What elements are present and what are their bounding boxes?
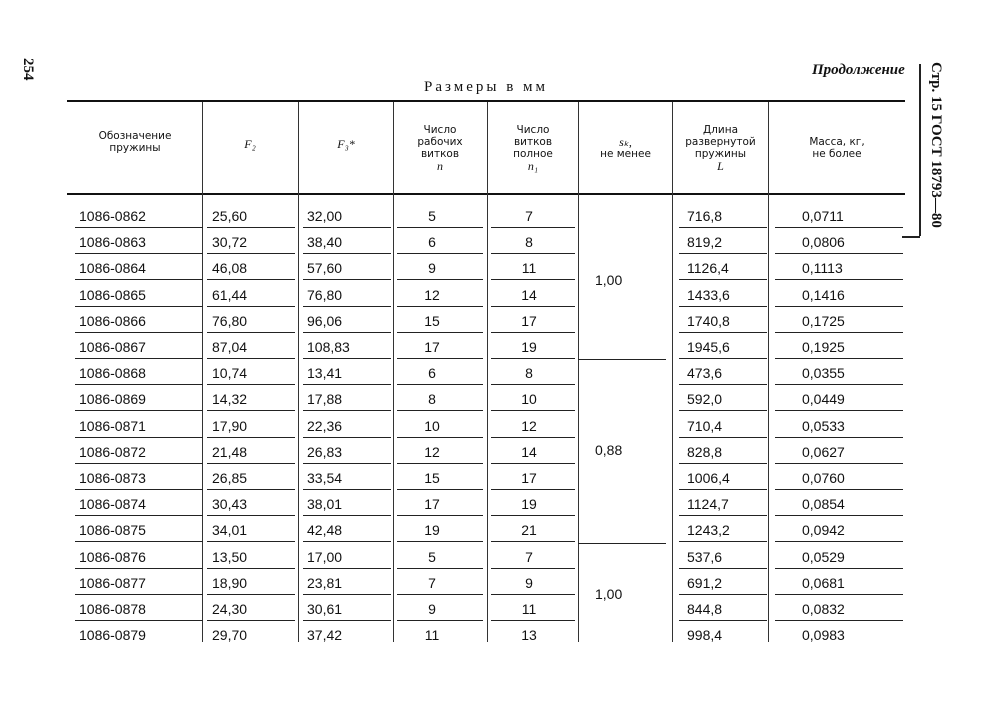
row-underline [397,279,483,280]
row-underline [397,489,483,490]
row-underline [75,568,203,569]
cell-n: 8 [428,391,436,408]
cell-n1: 10 [521,391,537,408]
row-underline [397,515,483,516]
cell-n: 6 [428,365,436,382]
cell-n: 11 [424,627,440,644]
cell-mass: 0,0355 [802,365,845,382]
row-underline [207,541,295,542]
row-underline [775,620,903,621]
cell-n1: 14 [521,286,537,303]
row-underline [303,306,391,307]
row-underline [679,279,767,280]
cell-f3: 108,83 [307,339,350,355]
cell-f3: 42,48 [307,522,343,539]
row-underline [679,358,767,359]
table-row [67,257,905,280]
row-underline [207,384,295,385]
sk-value: 1,00 [595,586,623,602]
row-underline [75,410,203,411]
cell-mass: 0,0832 [802,601,845,617]
cell-n: 19 [424,522,440,539]
header-f3 [300,138,392,150]
row-underline [397,594,483,595]
row-underline [303,568,391,569]
cell-mass: 0,1113 [802,260,843,277]
cell-n1: 12 [521,417,537,434]
row-underline [397,306,483,307]
cell-f2: 17,90 [212,417,248,434]
row-underline [679,463,767,464]
row-underline [75,489,203,490]
cell-mass: 0,0983 [802,627,845,644]
cell-n1: 9 [525,574,533,591]
header-line: Обозначение [98,130,172,142]
table-row [67,415,905,438]
cell-mass: 0,0854 [802,496,845,513]
cell-n1: 11 [521,260,537,277]
row-underline [775,253,903,254]
row-underline [679,620,767,621]
header-line: пружины [694,148,747,160]
cell-mass: 0,0449 [802,391,845,408]
cell-L: 844,8 [687,601,723,617]
table-row [67,388,905,411]
header-mass [770,136,904,160]
cell-L: 716,8 [687,208,723,224]
table-header-rule [67,193,905,195]
header-line: развернутой [685,136,756,148]
row-underline [207,279,295,280]
header-line: не более [812,148,862,160]
cell-designation: 1086-0862 [79,208,146,224]
row-underline [75,594,203,595]
cell-L: 473,6 [687,365,723,382]
row-underline [491,463,575,464]
table-row [67,310,905,333]
cell-L: 828,8 [687,443,723,460]
cell-n: 17 [424,339,440,355]
cell-n1: 13 [521,627,537,644]
cell-mass: 0,0681 [802,574,845,591]
row-underline [775,437,903,438]
cell-n: 9 [428,601,436,617]
header-line: не менее [600,148,651,160]
cell-f3: 37,42 [307,627,343,644]
table-top-rule [67,100,905,102]
row-underline [75,437,203,438]
row-underline [679,253,767,254]
row-underline [679,489,767,490]
row-underline [75,463,203,464]
row-underline [303,620,391,621]
row-underline [75,332,203,333]
row-underline [775,410,903,411]
header-line: Масса, кг, [809,136,865,148]
row-underline [775,489,903,490]
row-underline [303,489,391,490]
row-underline [75,384,203,385]
row-underline [207,515,295,516]
table-row [67,467,905,490]
cell-mass: 0,0711 [802,208,844,224]
cell-designation: 1086-0863 [79,234,146,251]
row-underline [491,384,575,385]
row-underline [207,306,295,307]
table-row [67,546,905,569]
row-underline [397,253,483,254]
header-line: рабочих [417,136,463,148]
row-underline [75,306,203,307]
header-f2 [205,138,295,150]
row-underline [491,515,575,516]
sk-group-divider [578,543,666,544]
header-total-turns [489,124,577,172]
cell-f2: 29,70 [212,627,248,644]
row-underline [679,568,767,569]
cell-L: 998,4 [687,627,723,644]
standard-reference: Стр. 15 ГОСТ 18793—80 [928,62,944,228]
header-working-turns [395,124,485,172]
row-underline [75,253,203,254]
row-underline [775,358,903,359]
cell-mass: 0,0942 [802,522,845,539]
cell-mass: 0,0806 [802,234,845,251]
cell-f3: 38,01 [307,496,343,513]
row-underline [303,227,391,228]
row-underline [775,306,903,307]
cell-n1: 19 [521,496,537,513]
table-row [67,205,905,228]
row-underline [679,541,767,542]
row-underline [775,227,903,228]
row-underline [775,384,903,385]
cell-n: 5 [428,208,436,224]
cell-n1: 11 [521,601,537,617]
row-underline [207,568,295,569]
row-underline [679,384,767,385]
row-underline [491,489,575,490]
cell-designation: 1086-0878 [79,601,146,617]
cell-mass: 0,0533 [802,417,845,434]
row-underline [303,332,391,333]
cell-mass: 0,1725 [802,312,845,329]
cell-f3: 38,40 [307,234,343,251]
row-underline [397,384,483,385]
cell-n: 6 [428,234,436,251]
row-underline [679,410,767,411]
row-underline [775,332,903,333]
cell-mass: 0,1416 [802,286,845,303]
row-underline [75,515,203,516]
cell-designation: 1086-0872 [79,443,146,460]
row-underline [679,515,767,516]
row-underline [491,541,575,542]
side-divider [919,64,921,236]
table-row [67,624,905,647]
cell-L: 1740,8 [687,312,730,329]
cell-f2: 13,50 [212,548,248,565]
cell-f3: 57,60 [307,260,343,277]
cell-n1: 7 [525,548,533,565]
cell-f3: 26,83 [307,443,343,460]
cell-f2: 24,30 [212,601,248,617]
row-underline [303,463,391,464]
row-underline [397,227,483,228]
table-row [67,336,905,359]
header-line: F₃* [337,137,355,151]
row-underline [491,410,575,411]
header-line: витков [420,148,460,160]
row-underline [303,279,391,280]
row-underline [75,227,203,228]
row-underline [775,568,903,569]
table-caption: Размеры в мм [424,79,549,95]
cell-f3: 32,00 [307,208,343,224]
header-line: полное [513,148,553,160]
row-underline [397,620,483,621]
row-underline [207,620,295,621]
row-underline [775,541,903,542]
header-length [674,124,767,172]
table-row [67,493,905,516]
header-line: пружины [109,142,161,154]
row-underline [397,568,483,569]
row-underline [679,227,767,228]
cell-designation: 1086-0874 [79,496,146,513]
cell-L: 537,6 [687,548,723,565]
cell-f3: 76,80 [307,286,343,303]
row-underline [207,489,295,490]
row-underline [491,358,575,359]
header-line: витков [513,136,553,148]
cell-f2: 21,48 [212,443,248,460]
cell-f2: 30,43 [212,496,248,513]
table-row [67,441,905,464]
row-underline [491,253,575,254]
cell-L: 691,2 [687,574,723,591]
header-designation [70,130,200,154]
cell-mass: 0,0529 [802,548,845,565]
cell-L: 1945,6 [687,339,730,355]
cell-n: 12 [424,443,440,460]
header-line: n₁ [527,159,539,173]
cell-n: 5 [428,548,436,565]
cell-designation: 1086-0867 [79,339,146,355]
cell-designation: 1086-0873 [79,470,146,486]
cell-n: 7 [428,574,436,591]
row-underline [679,332,767,333]
cell-designation: 1086-0866 [79,312,146,329]
cell-mass: 0,1925 [802,339,845,355]
row-underline [397,332,483,333]
row-underline [397,410,483,411]
row-underline [75,279,203,280]
cell-f2: 25,60 [212,208,248,224]
cell-L: 710,4 [687,417,723,434]
row-underline [303,437,391,438]
cell-f3: 13,41 [307,365,343,382]
cell-n: 10 [424,417,440,434]
cell-n: 15 [424,470,440,486]
row-underline [775,515,903,516]
row-underline [679,594,767,595]
cell-n1: 8 [525,365,533,382]
cell-L: 592,0 [687,391,723,408]
header-sk [580,136,671,160]
cell-f2: 76,80 [212,312,248,329]
row-underline [491,332,575,333]
cell-L: 1243,2 [687,522,730,539]
row-underline [207,227,295,228]
table-row [67,572,905,595]
continuation-label: Продолжение [812,62,905,78]
header-line: sₖ, [619,135,632,149]
row-underline [303,515,391,516]
cell-f3: 33,54 [307,470,343,486]
row-underline [207,253,295,254]
row-underline [303,358,391,359]
cell-n1: 17 [521,470,537,486]
cell-f3: 96,06 [307,312,343,329]
row-underline [75,358,203,359]
row-underline [775,463,903,464]
cell-f3: 17,00 [307,548,343,565]
cell-n1: 17 [521,312,537,329]
cell-designation: 1086-0869 [79,391,146,408]
cell-L: 1006,4 [687,470,730,486]
table-row [67,519,905,542]
row-underline [207,410,295,411]
row-underline [303,384,391,385]
table-row [67,598,905,621]
cell-n: 9 [428,260,436,277]
cell-f3: 23,81 [307,574,343,591]
cell-f2: 30,72 [212,234,248,251]
cell-designation: 1086-0877 [79,574,146,591]
row-underline [491,279,575,280]
row-underline [679,437,767,438]
row-underline [397,358,483,359]
row-underline [491,306,575,307]
row-underline [775,279,903,280]
row-underline [397,463,483,464]
row-underline [491,620,575,621]
cell-f3: 17,88 [307,391,343,408]
row-underline [679,306,767,307]
cell-designation: 1086-0865 [79,286,146,303]
row-underline [303,410,391,411]
row-underline [491,227,575,228]
header-line: L [717,159,724,173]
table-row [67,284,905,307]
cell-n1: 14 [521,443,537,460]
row-underline [207,332,295,333]
row-underline [303,253,391,254]
cell-L: 1124,7 [687,496,729,513]
cell-f2: 61,44 [212,286,248,303]
cell-mass: 0,0760 [802,470,845,486]
cell-n1: 7 [525,208,533,224]
sk-group-divider [578,359,666,360]
cell-mass: 0,0627 [802,443,845,460]
cell-designation: 1086-0871 [79,417,146,434]
table-row [67,362,905,385]
cell-n: 17 [424,496,440,513]
cell-n1: 19 [521,339,537,355]
header-line: n [437,159,443,173]
cell-f2: 26,85 [212,470,248,486]
header-line: Длина [702,124,739,136]
cell-designation: 1086-0875 [79,522,146,539]
sk-value: 0,88 [595,441,623,458]
row-underline [75,541,203,542]
row-underline [491,437,575,438]
cell-n: 12 [424,286,440,303]
header-line: F₂ [244,137,256,151]
cell-f2: 18,90 [212,574,248,591]
header-line: Число [423,124,457,136]
row-underline [303,541,391,542]
cell-L: 819,2 [687,234,723,251]
cell-designation: 1086-0876 [79,548,146,565]
cell-designation: 1086-0868 [79,365,146,382]
cell-n: 15 [424,312,440,329]
cell-designation: 1086-0864 [79,260,146,277]
cell-designation: 1086-0879 [79,627,146,644]
row-underline [207,437,295,438]
cell-f3: 30,61 [307,601,343,617]
header-line: Число [516,124,550,136]
cell-f2: 14,32 [212,391,248,408]
row-underline [207,358,295,359]
cell-L: 1433,6 [687,286,730,303]
row-underline [207,463,295,464]
cell-f3: 22,36 [307,417,343,434]
page-number: 254 [20,58,36,81]
cell-L: 1126,4 [687,260,729,277]
row-underline [775,594,903,595]
cell-f2: 46,08 [212,260,248,277]
cell-n1: 8 [525,234,533,251]
row-underline [491,594,575,595]
cell-n1: 21 [521,522,537,539]
cell-f2: 34,01 [212,522,248,539]
row-underline [207,594,295,595]
cell-f2: 87,04 [212,339,248,355]
table-row [67,231,905,254]
row-underline [397,541,483,542]
row-underline [303,594,391,595]
cell-f2: 10,74 [212,365,248,382]
sk-value: 1,00 [595,271,623,288]
row-underline [491,568,575,569]
row-underline [75,620,203,621]
row-underline [397,437,483,438]
